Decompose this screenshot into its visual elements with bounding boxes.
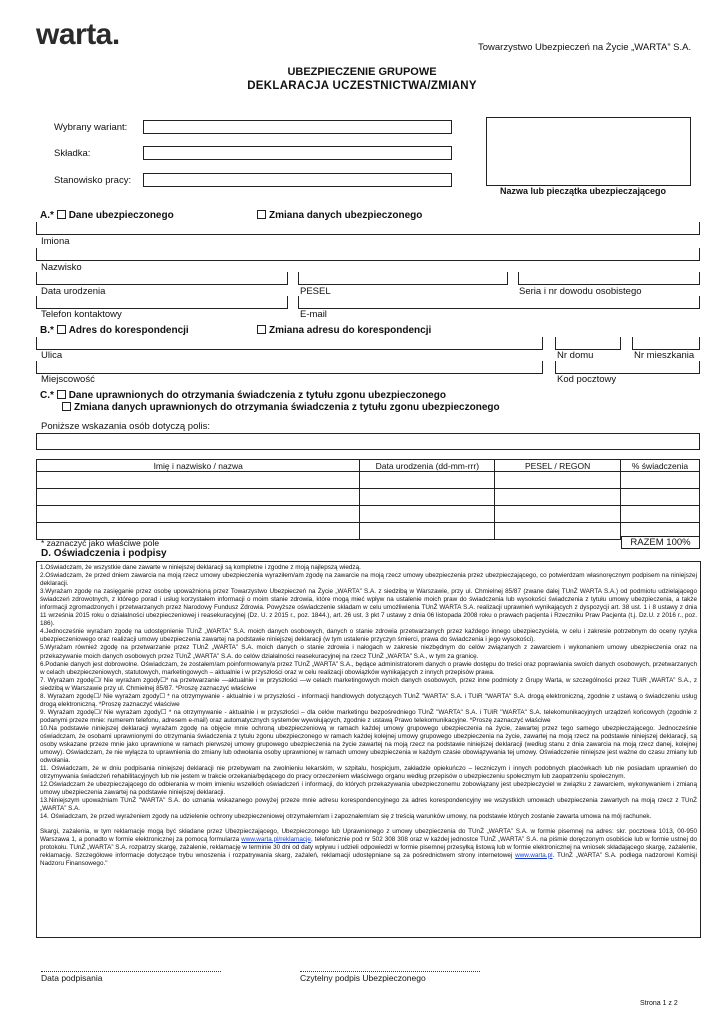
warta-logo: warta. — [36, 18, 120, 51]
postal-code-input[interactable] — [555, 361, 700, 374]
personal-data-checkbox[interactable] — [57, 210, 66, 219]
table-row — [37, 489, 700, 506]
beneficiaries-checkbox[interactable] — [57, 390, 66, 399]
declaration-item: 12.Oświadczam że ubezpieczającego do odbierania w moim imieniu wszelkich oświadczeń i informacji, do których przekazywania ubezpieczonemu zobowiązany jest ubezpieczyciel w związku z zawarciem, wykonywaniem i zmianą umowy ubezpieczenia zawartej na podstawie niniejszej deklaracji. — [40, 781, 697, 797]
beneficiary-pesel-cell[interactable] — [495, 506, 621, 523]
signing-date-label: Data podpisania — [41, 973, 103, 983]
email-input[interactable] — [298, 296, 700, 309]
declaration-item: 13.Niniejszym upoważniam TUnŻ "WARTA" S.A. do uznania wskazanego powyżej przeze mnie adresu korespondencyjnego za adres korespondencyjny we wszystkich umowach ubezpieczenia zawartych na moją rzecz z TUnŻ „WARTA” S.A. — [40, 797, 697, 813]
declaration-item: 1.Oświadczam, że wszystkie dane zawarte w niniejszej deklaracji są kompletne i zgodne z moją najlepszą wiedzą. — [40, 564, 361, 571]
beneficiary-pesel-cell[interactable] — [495, 523, 621, 540]
surname-label: Nazwisko — [41, 262, 82, 273]
column-name: Imię i nazwisko / nazwa — [37, 460, 360, 472]
change-personal-data-checkbox[interactable] — [257, 210, 266, 219]
pesel-label: PESEL — [300, 286, 331, 297]
section-c-header: C.* Dane uprawnionych do otrzymania świadczenia z tytułu zgonu ubezpieczonego — [40, 390, 446, 401]
address-checkbox[interactable] — [57, 325, 66, 334]
table-row — [37, 506, 700, 523]
page-number: Strona 1 z 2 — [640, 1000, 678, 1007]
beneficiary-percent-cell[interactable] — [621, 489, 700, 506]
beneficiary-pesel-cell[interactable] — [495, 489, 621, 506]
apartment-number-label: Nr mieszkania — [634, 350, 695, 361]
total-percent: RAZEM 100% — [621, 536, 700, 549]
house-number-input[interactable] — [555, 337, 621, 350]
beneficiary-percent-cell[interactable] — [621, 472, 700, 489]
warta-website-link[interactable]: www.warta.pl — [515, 851, 553, 859]
change-address-checkbox[interactable] — [257, 325, 266, 334]
city-input[interactable] — [36, 361, 543, 374]
id-document-label: Seria i nr dowodu osobistego — [519, 286, 642, 297]
variant-input[interactable] — [143, 120, 452, 134]
declaration-item: 2.Oświadczam, że przed dniem zawarcia na moją rzecz umowy ubezpieczenia wyraziłem/am zgodę na zawarcie na moją rzecz umowy ubezpieczenia przez ubezpieczającego, co potwierdzam własnoręcznym podpisem na niniejszej deklaracji. — [40, 572, 697, 588]
section-d-title: D. Oświadczenia i podpisy — [41, 548, 167, 559]
company-name: Towarzystwo Ubezpieczeń na Życie „WARTA” S.A. — [478, 42, 692, 53]
beneficiary-birth-cell[interactable] — [360, 506, 495, 523]
birth-date-input[interactable] — [36, 272, 288, 285]
first-names-label: Imiona — [41, 236, 70, 247]
city-label: Miejscowość — [41, 374, 95, 385]
phone-input[interactable] — [36, 296, 288, 309]
change-address-option: Zmiana adresu do korespondencji — [257, 325, 431, 336]
street-input[interactable] — [36, 337, 543, 350]
table-header-row — [37, 460, 700, 472]
column-birth-date: Data urodzenia (dd-mm-rrr) — [360, 460, 495, 472]
first-names-input[interactable] — [36, 222, 700, 235]
form-subtitle: DEKLARACJA UCZESTNICTWA/ZMIANY — [247, 80, 477, 92]
mark-footnote: * zaznaczyć jako właściwe pole — [41, 538, 160, 548]
variant-label: Wybrany wariant: — [54, 122, 128, 133]
declaration-item: 10.Na podstawie niniejszej deklaracji wyrażam zgodę na objęcie mnie ochroną ubezpieczeniową w ramach każdej umowy grupowego ubezpieczenia na życie, zawartej przez tego samego ubezpieczającego. Jednocześnie oświadczam, że osobami uprawnionymi do otrzymania świadczenia z tytułu zgonu ubezpieczonego w ramach każdej kolejnej umowy grupowego ubezpieczenia na życie, zawartej na moją rzecz na podstawie niniejszej deklaracji, są osoby wskazane przeze mnie jako uprawnione w ramach pierwszej umowy grupowego ubezpieczenia na życie zawartej na moją rzecz na podstawie niniejszej deklaracji (według stanu z dnia zawarcia na moją rzecz danej, kolejnej umowy). Oświadczam, że nie wyłącza to uprawnienia do zmiany lub odwołania osoby uprawnionej w ramach umowy ubezpieczenia w każdym czasie obowiązywania tej umowy. Oświadczenie niniejsze jest ważne do czasu zmiany lub odwołania. — [40, 724, 697, 765]
declaration-item: 11. Oświadczam, że w dniu podpisania niniejszej deklaracji nie przebywam na zwolnieniu lekarskim, w szpitalu, hospicjum, zakładzie opiekuńczo – leczniczym i innych podobnych placówkach lub nie posiadam uprawnień do otrzymywania świadczeń rehabilitacyjnych lub nie jestem w trakcie orzekania/będącego do pracy orzeczeniem właściwego organu według przepisów o ubezpieczeniu społecznym lub zaopatrzeniu społecznym. — [40, 765, 697, 781]
marketing-consent-group[interactable]: 7. Wyrażam zgodę☐/ Nie wyrażam zgody☐* na przetwarzanie —aktualnie i w przyszłości —w celach marketingowych moich danych osobowych, przez inne podmioty z Grupy Warta, w szczególności przez TUiR „WARTA” S.A., z siedzibą w Warszawie przy ul. Chmielnej 85/87. *Proszę zaznaczyć właściwe — [40, 676, 697, 692]
surname-input[interactable] — [36, 248, 700, 261]
premium-label: Składka: — [54, 148, 91, 159]
position-label: Stanowisko pracy: — [54, 175, 132, 186]
beneficiary-birth-cell[interactable] — [360, 489, 495, 506]
complaints-link[interactable]: www.warta.pl/reklamacje — [241, 835, 311, 843]
change-personal-data-option: Zmiana danych ubezpieczonego — [257, 210, 422, 221]
pesel-input[interactable] — [298, 272, 508, 285]
signature-line[interactable] — [300, 971, 480, 972]
declaration-item: 6.Podanie danych jest dobrowolne. Oświadczam, że zostałem/am poinformowany/a przez TUnŻ „WARTA” S.A., będące administratorem danych o prawie dostępu do treści oraz poprawiania swoich danych osobowych, przetwarzanych w celach ubezpieczeniowych, statutowych, marketingowych – aktualnie i w przyszłości oraz w celu realizacji obowiązków wynikających z innych przepisów prawa. — [40, 660, 697, 676]
birth-date-label: Data urodzenia — [41, 286, 106, 297]
beneficiary-name-cell[interactable] — [37, 489, 360, 506]
beneficiary-percent-cell[interactable] — [621, 506, 700, 523]
form-title: UBEZPIECZENIE GRUPOWE — [287, 66, 437, 78]
declaration-item: 3.Wyrażam zgodę na zasięganie przez osobę upoważnioną przez Towarzystwo Ubezpieczeń na Życie „WARTA” S.A. z siedzibą w Warszawie, przy ul. Chmielnej 85/87 (zwane dalej TUnŻ WARTA S.A.) od podmiotu udzielającego świadczeń zdrowotnych, z którego porad i usług korzystałem informacji o moim stanie zdrowia, które mogą mieć wpływ na ustalenie moich praw do świadczenia lub wysokości świadczenia z tytułu umowy ubezpieczenia, a także informacji zgromadzonych i przetwarzanych przez Narodowy Fundusz Zdrowia. Powyższe oświadczenie składam w celu umożliwienia TUnŻ WARTA S.A. realizacji uprawnień wynikających z dyspozycji art. 38 ust. 1 i 8 ustawy z dnia 11 września 2015 roku o działalności ubezpieczeniowej i reasekuracyjnej (Dz. U. z 2015 r., poz. 1844.), art. 26 ust. 3 pkt 7 ustawy z dnia 06 listopada 2008 roku o prawach pacjenta i Rzeczniku Praw Pacjenta (t.j. Dz.U. z 2016 r., poz. 186). — [40, 588, 697, 628]
postal-code-label: Kod pocztowy — [557, 374, 617, 385]
column-percent: % świadczenia — [621, 460, 700, 472]
declaration-item: 4.Jednocześnie wyrażam zgodę na udostępnienie TUnŻ „WARTA” S.A. moich danych osobowych, danych o stanie zdrowia przetwarzanych przez każdego innego ubezpieczyciela, w celu i zakresie potrzebnym do oceny ryzyka ubezpieczeniowego oraz realizacji umowy ubezpieczenia zawartej na podstawie niniejszej deklaracji (w tym ustalenie przyczyn śmierci, prawa do świadczenia i jego wysokości). — [40, 628, 697, 644]
change-beneficiaries-option: Zmiana danych uprawnionych do otrzymania świadczenia z tytułu zgonu ubezpieczonego — [62, 402, 500, 413]
email-consent-electronic[interactable]: 8. Wyrażam zgodę☐/ Nie wyrażam zgody☐ * na otrzymywanie - aktualnie i w przyszłości - informacji handlowych dotyczących TUnŻ "WARTA" S.A. i TUiR "WARTA" S.A. drogą elektroniczną, zgodnie z ustawą o świadczeniu usług drogą elektroniczną. *Proszę zaznaczyć właściwe — [40, 692, 697, 708]
beneficiary-name-cell[interactable] — [37, 506, 360, 523]
phone-label: Telefon kontaktowy — [41, 309, 122, 320]
table-row — [37, 523, 700, 540]
stamp-caption: Nazwa lub pieczątka ubezpieczającego — [499, 186, 667, 196]
premium-input[interactable] — [143, 146, 452, 160]
email-label: E-mail — [300, 309, 327, 320]
beneficiaries-table — [36, 459, 700, 540]
complaints-info: Skargi, zażalenia, w tym reklamacje mogą być składane przez Ubezpieczającego, Ubezpieczonego lub Uprawnionego z umowy ubezpieczenia do TUnŻ „WARTA” S.A. w formie pisemnej na adres: skr. pocztowa 1013, 00-950 Warszawa 1, a ponadto w formie elektronicznej za pomocą formularza www.warta.pl/reklamacje, telefonicznie pod nr 502 308 308 oraz w każdej jednostce TUnŻ „WARTA” S.A. na piśmie doręczonym osobiście lub w formie ustnej do protokołu. TUnŻ „WARTA” S.A. rozpatrzy skargę, zażalenie, reklamację w terminie 30 dni od daty wpływu i udzieli odpowiedzi w formie pisemnej przesyłką listową lub w formie elektronicznej na wniosek składającego skargę, zażalenie, reklamację. Szczegółowe informacje dotyczące trybu wnoszenia i rozpatrywania skarg, zażaleń, reklamacji udostępniane są za pośrednictwem strony internetowej www.warta.pl. TUnŻ „WARTA” S.A. podlega nadzorowi Komisji Nadzoru Finansowego." — [40, 827, 698, 867]
beneficiary-name-cell[interactable] — [37, 523, 360, 540]
policies-input[interactable] — [36, 433, 700, 450]
table-row — [37, 472, 700, 489]
signing-date-line[interactable] — [41, 971, 221, 972]
id-document-input[interactable] — [518, 272, 700, 285]
policyholder-stamp-box[interactable] — [486, 117, 691, 186]
apartment-number-input[interactable] — [632, 337, 700, 350]
telecom-consent[interactable]: 9. Wyrażam zgodę☐/ Nie wyrażam zgody☐ * na otrzymywanie - aktualnie i w przyszłości – dla celów marketingu bezpośredniego TUnŻ "WARTA" S.A. i TUiR "WARTA" S.A. telekomunikacyjnych urządzeń końcowych (zgodnie z podanymi przeze mnie: numerem telefonu, adresem e-mail) oraz automatycznych systemów wywołujących, zgodnie z ustawą Prawo telekomunikacyjne. *Proszę zaznaczyć właściwe — [40, 708, 697, 724]
declaration-item: 14. Oświadczam, że przed wyrażeniem zgody na udzielenie ochrony ubezpieczeniowej otrzymałem/am i zapoznałem/am się z treścią warunków umowy, na podstawie których zostanie zawarta umowa na mój rachunek. — [40, 813, 652, 821]
declaration-item: 5.Wyrażam również zgodę na przetwarzanie przez TUnŻ „WARTA” S.A. moich danych o stanie zdrowia i nałogach w zakresie niezbędnym do celów związanych z zawarciem i wykonaniem umowy ubezpieczenia oraz na przekazywanie moich danych osobowych przez TUnŻ „WARTA” S.A. do celów działalności reasekuracyjnej na rzecz TUnŻ „WARTA” S.A., w tym za granicę. — [40, 644, 697, 660]
street-label: Ulica — [41, 350, 63, 361]
signature-label: Czytelny podpis Ubezpieczonego — [300, 973, 426, 983]
beneficiary-name-cell[interactable] — [37, 472, 360, 489]
section-b-header: B.* Adres do korespondencji — [40, 325, 189, 336]
change-beneficiaries-checkbox[interactable] — [62, 402, 71, 411]
declarations-box — [36, 561, 701, 938]
column-pesel: PESEL / REGON — [495, 460, 621, 472]
beneficiary-birth-cell[interactable] — [360, 472, 495, 489]
house-number-label: Nr domu — [557, 350, 594, 361]
position-input[interactable] — [143, 173, 452, 187]
beneficiary-pesel-cell[interactable] — [495, 472, 621, 489]
beneficiary-birth-cell[interactable] — [360, 523, 495, 540]
policy-note: Poniższe wskazania osób dotyczą polis: — [41, 421, 210, 432]
section-a-header: A.* Dane ubezpieczonego — [40, 210, 174, 221]
